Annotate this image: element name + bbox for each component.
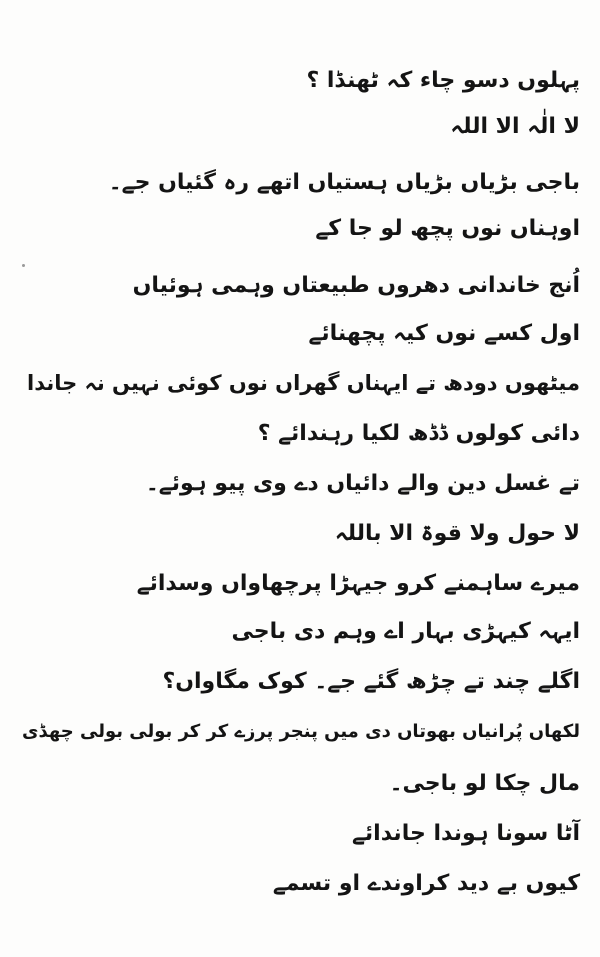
text-line: اُنج خاندانی دھروں طبیعتاں وہمی ہوئیاں (132, 273, 580, 298)
text-line: میٹھوں دودھ تے ایہناں گھراں نوں کوئی نہیں نہ جاندا (27, 371, 580, 395)
text-line: ایہہ کیہڑی بہار اے وہم دی باجی (231, 619, 580, 644)
text-line: لا الٰہ الا اللہ (450, 114, 580, 139)
text-line: مال چکا لو باجی۔ (389, 771, 580, 796)
text-line: اوہناں نوں پچھ لو جا کے (315, 216, 580, 241)
text-line: لا حول ولا قوۃ الا باللہ (334, 521, 580, 546)
scan-speck (22, 264, 25, 267)
text-line: اگلے چند تے چڑھ گئے جے۔ کوک مگاواں؟ (162, 669, 580, 694)
text-line: تے غسل دین والے دائیاں دے وی پیو ہوئے۔ (145, 471, 580, 496)
text-line: کیوں بے دید کراوندے او تسمے (272, 871, 580, 896)
text-line: دائی کولوں ڈڈھ لکیا رہندائے ؟ (257, 421, 580, 446)
text-line: میرے ساہمنے کرو جیہڑا پرچھاواں وسدائے (136, 571, 580, 596)
text-line: اول کسے نوں کیہ پچھنائے (308, 321, 580, 346)
text-line: لکھاں پُرانیاں بھوتاں دی میں پنجر پرزے کر کر بولی بولی چھڈی (22, 721, 580, 742)
text-line: باجی بڑیاں بڑیاں ہستیاں اتھے رہ گئیاں جے۔ (108, 170, 580, 195)
text-line: آٹا سونا ہوندا جاندائے (352, 821, 580, 846)
text-line: پہلوں دسو چاء کہ ٹھنڈا ؟ (306, 68, 580, 93)
